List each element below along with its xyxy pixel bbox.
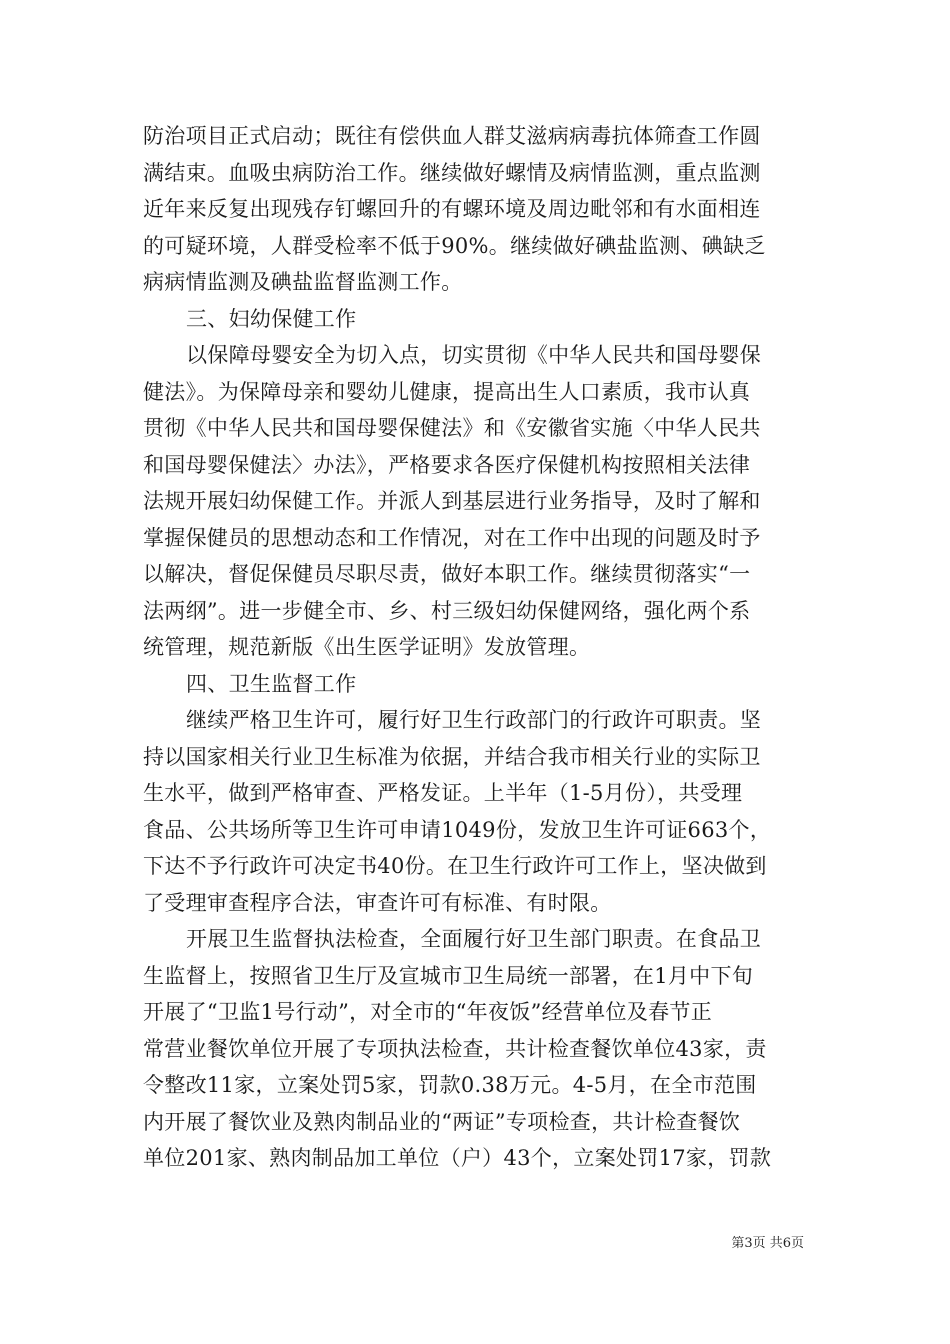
text-line: 健法》。为保障母亲和婴幼儿健康，提高出生人口素质，我市认真	[143, 379, 751, 404]
text-line: 统管理，规范新版《出生医学证明》发放管理。	[143, 635, 591, 659]
text-line: 食品、公共场所等卫生许可申请1049份，发放卫生许可证663个，	[143, 817, 772, 842]
text-line: 开展卫生监督执法检查，全面履行好卫生部门职责。在食品卫	[186, 927, 762, 951]
section-heading: 三、妇幼保健工作	[186, 306, 357, 331]
text-line: 内开展了餐饮业及熟肉制品业的“两证”专项检查，共计检查餐饮	[143, 1109, 741, 1134]
page-number-footer: 第3页 共6页	[731, 1236, 804, 1251]
text-line: 和国母婴保健法〉办法》，严格要求各医疗保健机构按照相关法律	[143, 452, 751, 477]
text-line: 常营业餐饮单位开展了专项执法检查，共计检查餐饮单位43家，责	[143, 1036, 767, 1061]
document-body	[143, 118, 809, 1177]
text-line: 掌握保健员的思想动态和工作情况，对在工作中出现的问题及时予	[143, 525, 761, 550]
text-line: 令整改11家，立案处罚5家，罚款0.38万元。4-5月，在全市范围	[143, 1073, 757, 1097]
text-line: 满结束。血吸虫病防治工作。继续做好螺情及病情监测，重点监测	[143, 160, 761, 185]
text-line: 防治项目正式启动；既往有偿供血人群艾滋病病毒抗体筛查工作圆	[143, 124, 761, 148]
text-line: 以保障母婴安全为切入点，切实贯彻《中华人民共和国母婴保	[186, 343, 762, 367]
text-line: 生监督上，按照省卫生厅及宣城市卫生局统一部署，在1月中下旬	[143, 963, 754, 988]
text-line: 持以国家相关行业卫生标准为依据，并结合我市相关行业的实际卫	[143, 744, 761, 769]
text-line: 病病情监测及碘盐监督监测工作。	[143, 270, 463, 294]
section-heading: 四、卫生监督工作	[186, 671, 357, 696]
text-line: 法规开展妇幼保健工作。并派人到基层进行业务指导，及时了解和	[143, 489, 761, 513]
text-line: 近年来反复出现残存钉螺回升的有螺环境及周边毗邻和有水面相连	[143, 197, 761, 221]
text-line: 下达不予行政许可决定书40份。在卫生行政许可工作上，坚决做到	[143, 854, 767, 878]
text-line: 了受理审查程序合法，审查许可有标准、有时限。	[143, 890, 612, 915]
text-line: 继续严格卫生许可，履行好卫生行政部门的行政许可职责。坚	[186, 708, 762, 732]
text-line: 的可疑环境，人群受检率不低于90%。继续做好碘盐监测、碘缺乏	[143, 233, 766, 258]
text-line: 以解决，督促保健员尽职尽责，做好本职工作。继续贯彻落实“一	[143, 562, 751, 586]
text-line: 生水平，做到严格审查、严格发证。上半年（1-5月份），共受理	[143, 781, 743, 805]
text-line: 单位201家、熟肉制品加工单位（户）43个，立案处罚17家，罚款	[143, 1146, 772, 1170]
text-line: 法两纲”。进一步健全市、乡、村三级妇幼保健网络，强化两个系	[143, 598, 751, 623]
text-line: 开展了“卫监1号行动”，对全市的“年夜饭”经营单位及春节正	[143, 1000, 713, 1024]
text-line: 贯彻《中华人民共和国母婴保健法》和《安徽省实施〈中华人民共	[143, 416, 761, 440]
